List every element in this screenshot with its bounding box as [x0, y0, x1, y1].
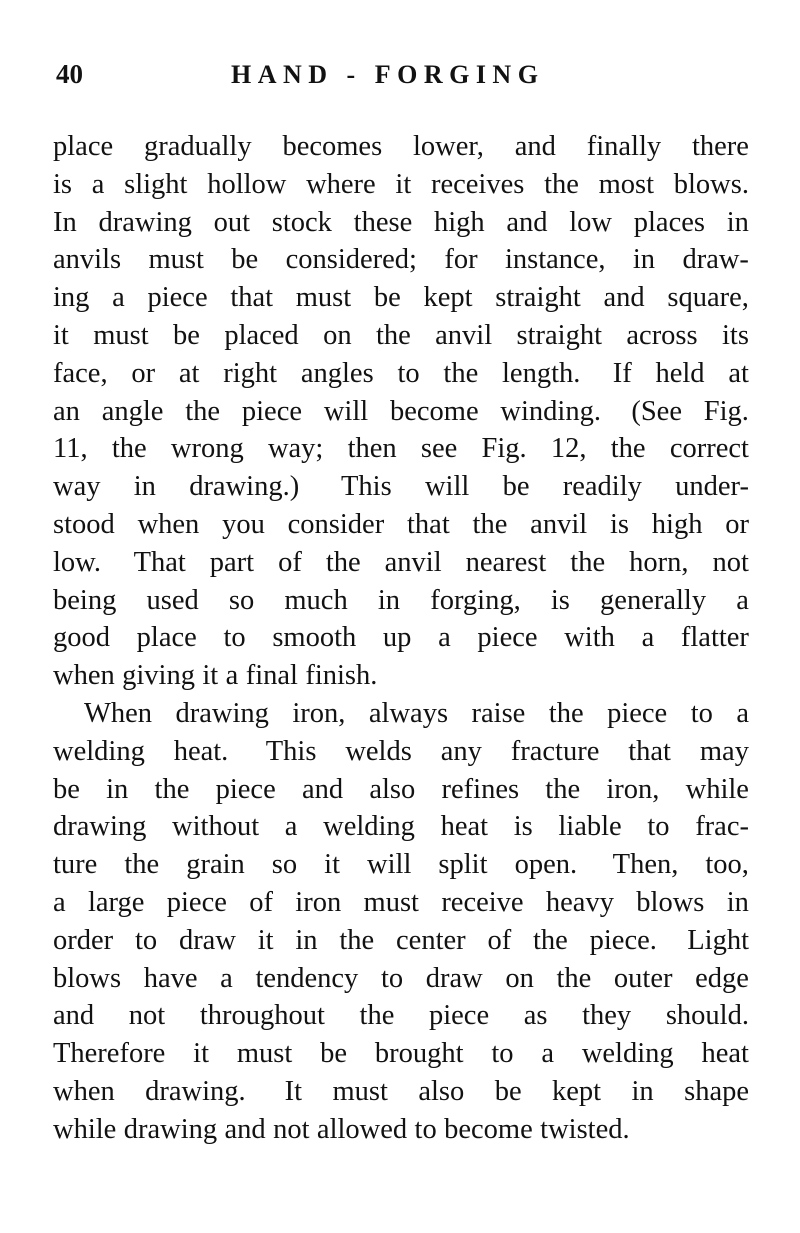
word: in	[631, 1075, 654, 1107]
word: will	[367, 849, 412, 881]
word: for	[444, 244, 478, 276]
word: generally	[600, 584, 707, 616]
word: and	[603, 282, 645, 314]
word: is	[513, 811, 533, 843]
word: high	[433, 206, 485, 238]
word: finally	[586, 131, 662, 162]
word: being	[53, 584, 117, 616]
word: so	[228, 584, 255, 616]
word: good	[53, 622, 110, 654]
word: in	[726, 206, 749, 238]
word: This	[265, 735, 317, 767]
word: the	[545, 773, 581, 805]
word: ture	[53, 849, 98, 881]
word: piece	[215, 773, 276, 805]
word: nearest	[465, 546, 547, 578]
word: wrong	[170, 433, 244, 465]
word: it	[395, 168, 412, 200]
word: raise	[471, 697, 526, 729]
word: It	[284, 1075, 303, 1107]
word: winding.	[500, 395, 601, 427]
word: a	[91, 168, 105, 200]
word: when	[53, 1075, 115, 1107]
text-line	[53, 166, 749, 204]
word: a	[438, 622, 451, 654]
word: Fig.	[703, 395, 749, 427]
text-line	[53, 657, 749, 695]
word: piece	[147, 282, 208, 314]
word: welding	[581, 1038, 674, 1070]
word: these	[353, 206, 413, 238]
word: become	[444, 1113, 533, 1145]
word: it	[53, 319, 69, 351]
word: be	[502, 471, 530, 503]
word: also	[369, 773, 416, 805]
word: horn,	[629, 546, 689, 578]
word: slight	[124, 168, 188, 200]
text-line	[53, 544, 749, 582]
word: at	[728, 357, 749, 389]
word: outer	[613, 962, 673, 994]
page-number: 40	[56, 59, 83, 89]
word: and	[514, 131, 556, 162]
text-line	[53, 733, 749, 771]
word: without	[172, 811, 260, 843]
word: (See	[631, 395, 682, 427]
word: anvil	[530, 508, 588, 540]
word: on	[505, 962, 534, 994]
word: must	[295, 282, 352, 314]
word: at	[178, 357, 200, 389]
word: flatter	[680, 622, 749, 654]
word: 12,	[550, 433, 587, 465]
word: not	[712, 546, 749, 578]
word: Fig.	[481, 433, 527, 465]
word: piece	[607, 697, 668, 729]
word: is	[550, 584, 570, 616]
word: the	[154, 773, 190, 805]
word: smooth	[272, 622, 357, 654]
word: should.	[665, 1000, 749, 1032]
word: an	[53, 395, 80, 427]
word: and	[53, 1000, 95, 1032]
text-line	[53, 506, 749, 544]
word: any	[440, 735, 482, 767]
word: draw	[178, 924, 236, 956]
word: hollow	[207, 168, 287, 200]
word: the	[556, 962, 592, 994]
word: of	[487, 924, 512, 956]
word: way	[53, 471, 101, 503]
word: fracture	[510, 735, 600, 767]
word: stood	[53, 508, 115, 540]
word: kept	[423, 282, 473, 314]
text-line	[53, 922, 749, 960]
word: in	[133, 471, 156, 503]
word: the	[544, 168, 579, 200]
word: in	[295, 924, 318, 956]
word: drawing	[53, 811, 147, 843]
word: in	[726, 886, 749, 918]
word: length.	[502, 357, 581, 389]
word: When	[84, 697, 153, 729]
word: piece	[241, 395, 303, 427]
word: in	[106, 773, 129, 805]
word: center	[396, 924, 466, 956]
word: be	[320, 1038, 348, 1070]
word: finish.	[305, 660, 378, 692]
word: 11,	[53, 433, 88, 465]
word: most	[598, 168, 655, 200]
word: in	[632, 244, 656, 276]
word: That	[133, 546, 186, 578]
word: a	[736, 584, 749, 616]
word: a	[220, 962, 233, 994]
word: the	[472, 508, 508, 540]
word: you	[222, 508, 265, 540]
word: they	[582, 1000, 632, 1032]
word: while	[685, 773, 749, 805]
text-line	[53, 619, 749, 657]
word: used	[146, 584, 199, 616]
word: draw-	[682, 244, 749, 276]
word: that	[407, 508, 450, 540]
word: receive	[441, 886, 524, 918]
word: In	[53, 206, 77, 238]
word: forging,	[430, 584, 521, 616]
word: piece	[428, 1000, 490, 1032]
word: This	[341, 471, 392, 503]
word: in	[377, 584, 401, 616]
word: piece	[477, 622, 538, 654]
word: a	[641, 622, 655, 654]
word: straight	[495, 282, 581, 314]
word: when	[137, 508, 200, 540]
running-head-title: HAND - FORGING	[231, 60, 545, 89]
word: high	[651, 508, 703, 540]
text-line	[53, 468, 749, 506]
word: will	[424, 471, 470, 503]
word: square,	[667, 282, 749, 314]
word: to	[380, 962, 404, 994]
word: be	[373, 282, 401, 314]
word: and	[301, 773, 344, 805]
word: a	[53, 886, 66, 918]
word: up	[382, 622, 412, 654]
word: shape	[684, 1075, 749, 1107]
word: under-	[675, 471, 749, 503]
word: not	[128, 1000, 166, 1032]
word: or	[725, 508, 749, 540]
word: frac-	[695, 811, 749, 843]
word: as	[523, 1000, 548, 1032]
word: too,	[705, 849, 749, 881]
word: it	[193, 1038, 210, 1070]
text-line	[53, 355, 749, 393]
text-line	[53, 884, 749, 922]
text-line	[53, 279, 749, 317]
word: a	[284, 811, 298, 843]
word: angles	[300, 357, 374, 389]
word: becomes	[282, 131, 383, 162]
word: edge	[695, 962, 749, 994]
word: drawing.)	[189, 471, 300, 503]
word: blows	[53, 962, 122, 994]
word: that	[230, 282, 274, 314]
word: anvils	[53, 244, 122, 276]
word: considered;	[285, 244, 417, 276]
word: may	[699, 735, 749, 767]
text-line	[53, 241, 749, 279]
word: large	[87, 886, 145, 918]
word: will	[323, 395, 369, 427]
word: Therefore	[53, 1038, 166, 1070]
word: or	[131, 357, 156, 389]
word: when	[53, 660, 115, 692]
word: piece.	[589, 924, 657, 956]
word: stock	[271, 206, 332, 238]
word: must	[332, 1075, 388, 1107]
word: angle	[101, 395, 164, 427]
word: must	[236, 1038, 293, 1070]
word: final	[245, 660, 298, 692]
word: it	[257, 924, 274, 956]
text-line	[53, 997, 749, 1035]
word: brought	[374, 1038, 464, 1070]
word: be	[53, 773, 80, 805]
word: drawing.	[145, 1075, 246, 1107]
word: iron,	[292, 697, 346, 729]
word: the	[443, 357, 479, 389]
word: the	[548, 697, 584, 729]
word: liable	[558, 811, 622, 843]
word: have	[143, 962, 198, 994]
word: to	[491, 1038, 514, 1070]
word: it	[324, 849, 341, 881]
word: heat	[701, 1038, 749, 1070]
word: be	[173, 319, 200, 351]
text-line	[53, 960, 749, 998]
word: drawing	[175, 697, 269, 729]
word: blows.	[673, 168, 749, 200]
word: placed	[224, 319, 299, 351]
text-line	[53, 128, 749, 166]
running-head	[53, 57, 748, 95]
word: must	[93, 319, 149, 351]
word: kept	[552, 1075, 602, 1107]
word: Then,	[612, 849, 679, 881]
word: gradually	[143, 131, 252, 162]
word: must	[148, 244, 204, 276]
text-line	[53, 1073, 749, 1111]
word: blows	[636, 886, 705, 918]
word: grain	[186, 849, 245, 881]
word: split	[438, 849, 488, 881]
word: where	[306, 168, 376, 200]
word: readily	[562, 471, 642, 503]
word: it	[202, 660, 219, 692]
word: the	[185, 395, 221, 427]
word: the	[111, 433, 147, 465]
word: consider	[287, 508, 385, 540]
word: drawing	[98, 206, 192, 238]
word: on	[323, 319, 352, 351]
word: a	[225, 660, 239, 692]
word: then	[347, 433, 397, 465]
word: the	[359, 1000, 395, 1032]
word: and	[224, 1113, 266, 1145]
word: a	[736, 697, 749, 729]
word: that	[628, 735, 671, 767]
word: ing	[53, 282, 90, 314]
word: places	[633, 206, 705, 238]
text-line	[53, 430, 749, 468]
text-line	[53, 1035, 749, 1073]
word: piece	[166, 886, 227, 918]
word: of	[249, 886, 273, 918]
word: open.	[514, 849, 578, 881]
word: place	[53, 131, 114, 162]
word: way;	[267, 433, 324, 465]
word: be	[231, 244, 259, 276]
word: must	[363, 886, 419, 918]
word: right	[223, 357, 278, 389]
word: drawing	[123, 1113, 218, 1145]
word: the	[124, 849, 160, 881]
word: to	[690, 697, 713, 729]
word: the	[533, 924, 568, 956]
word: part	[209, 546, 255, 578]
word: anvil	[384, 546, 442, 578]
word: not	[273, 1113, 310, 1145]
word: welding	[53, 735, 145, 767]
word: while	[53, 1113, 117, 1145]
word: low	[569, 206, 613, 238]
text-line	[53, 808, 749, 846]
word: giving	[122, 660, 195, 692]
word: If	[612, 357, 632, 389]
body-text	[53, 128, 749, 1149]
word: also	[418, 1075, 465, 1107]
word: straight	[516, 319, 603, 351]
word: become	[389, 395, 479, 427]
word: refines	[441, 773, 520, 805]
word: welds	[345, 735, 412, 767]
word: so	[271, 849, 298, 881]
word: order	[53, 924, 114, 956]
word: lower,	[413, 131, 484, 162]
text-line	[53, 1111, 749, 1149]
word: instance,	[504, 244, 606, 276]
word: is	[53, 168, 73, 200]
word: its	[722, 319, 749, 351]
word: heat	[440, 811, 489, 843]
word: out	[213, 206, 251, 238]
word: iron	[295, 886, 342, 918]
word: tendency	[255, 962, 359, 994]
word: much	[284, 584, 348, 616]
word: correct	[669, 433, 749, 465]
word: heat.	[173, 735, 229, 767]
text-line	[53, 393, 749, 431]
word: a	[112, 282, 125, 314]
word: to	[397, 357, 420, 389]
word: held	[655, 357, 705, 389]
word: across	[626, 319, 698, 351]
word: face,	[53, 357, 108, 389]
word: welding	[323, 811, 415, 843]
word: receives	[430, 168, 525, 200]
word: to	[223, 622, 246, 654]
word: be	[494, 1075, 522, 1107]
word: the	[570, 546, 606, 578]
word: with	[564, 622, 615, 654]
word: Light	[687, 924, 749, 956]
word: the	[610, 433, 646, 465]
word: iron,	[606, 773, 660, 805]
word: the	[325, 546, 361, 578]
word: draw	[425, 962, 483, 994]
word: is	[609, 508, 629, 540]
word: twisted.	[540, 1113, 630, 1145]
word: to	[134, 924, 158, 956]
text-line	[53, 846, 749, 884]
word: heavy	[545, 886, 614, 918]
text-line	[53, 582, 749, 620]
text-line	[53, 204, 749, 242]
word: low.	[53, 546, 102, 578]
word: and	[506, 206, 548, 238]
word: allowed	[316, 1113, 408, 1145]
text-line	[53, 771, 749, 809]
word: always	[368, 697, 449, 729]
word: place	[136, 622, 197, 654]
word: a	[541, 1038, 554, 1070]
text-line	[53, 317, 749, 355]
word: anvil	[435, 319, 493, 351]
word: throughout	[199, 1000, 325, 1032]
word: the	[375, 319, 411, 351]
word: see	[420, 433, 458, 465]
word: to	[414, 1113, 437, 1145]
word: of	[278, 546, 302, 578]
word: the	[339, 924, 375, 956]
word: to	[647, 811, 670, 843]
word: there	[691, 131, 749, 162]
text-line	[53, 695, 749, 733]
